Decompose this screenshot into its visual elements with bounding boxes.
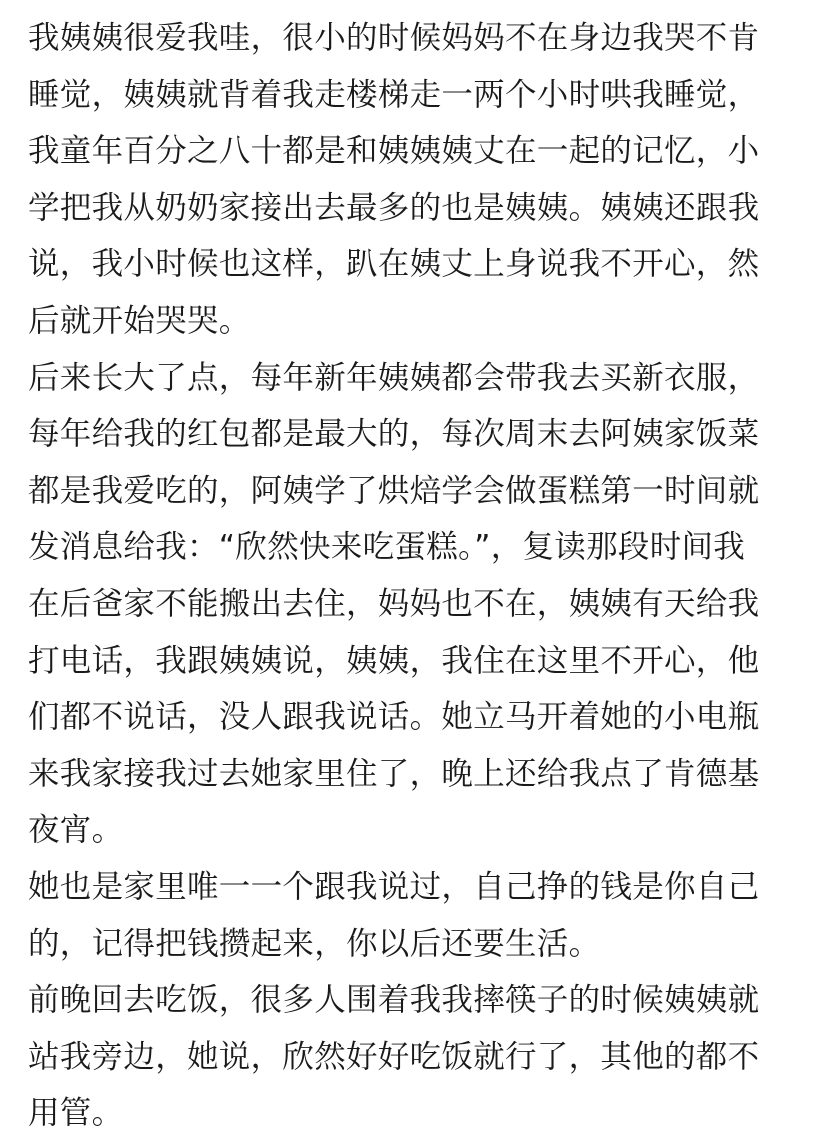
text-line-15: 夜宵。 bbox=[28, 812, 124, 849]
text-line-7: 后来长大了点，每年新年姨姨都会带我去买新衣服， bbox=[28, 359, 760, 396]
text-line-17: 的，记得把钱攒起来，你以后还要生活。 bbox=[28, 925, 601, 962]
text-line-2: 睡觉，姨姨就背着我走楼梯走一两个小时哄我睡觉， bbox=[28, 76, 760, 113]
text-line-20: 用管。 bbox=[28, 1095, 124, 1132]
text-line-4: 学把我从奶奶家接出去最多的也是姨姨。姨姨还跟我 bbox=[28, 189, 760, 226]
text-line-9: 都是我爱吃的，阿姨学了烘焙学会做蛋糕第一时间就 bbox=[28, 472, 760, 509]
text-line-6: 后就开始哭哭。 bbox=[28, 302, 251, 339]
text-line-10: 发消息给我：“欣然快来吃蛋糕。”，复读那段时间我 bbox=[28, 529, 746, 566]
text-line-11: 在后爸家不能搬出去住，妈妈也不在，姨姨有天给我 bbox=[28, 585, 760, 622]
text-line-12: 打电话，我跟姨姨说，姨姨，我住在这里不开心，他 bbox=[28, 642, 760, 679]
text-line-19: 站我旁边，她说，欣然好好吃饭就行了，其他的都不 bbox=[28, 1038, 760, 1075]
text-line-18: 前晚回去吃饭，很多人围着我我摔筷子的时候姨姨就 bbox=[28, 982, 760, 1019]
text-line-3: 我童年百分之八十都是和姨姨姨丈在一起的记忆，小 bbox=[28, 133, 760, 170]
text-line-1: 我姨姨很爱我哇，很小的时候妈妈不在身边我哭不肯 bbox=[28, 20, 760, 56]
text-line-16: 她也是家里唯一一个跟我说过，自己挣的钱是你自己 bbox=[28, 868, 760, 905]
text-line-5: 说，我小时候也这样，趴在姨丈上身说我不开心，然 bbox=[28, 246, 760, 283]
text-line-8: 每年给我的红包都是最大的，每次周末去阿姨家饭菜 bbox=[28, 416, 760, 453]
text-line-13: 们都不说话，没人跟我说话。她立马开着她的小电瓶 bbox=[28, 699, 760, 736]
text-line-14: 来我家接我过去她家里住了，晚上还给我点了肯德基 bbox=[28, 755, 760, 792]
